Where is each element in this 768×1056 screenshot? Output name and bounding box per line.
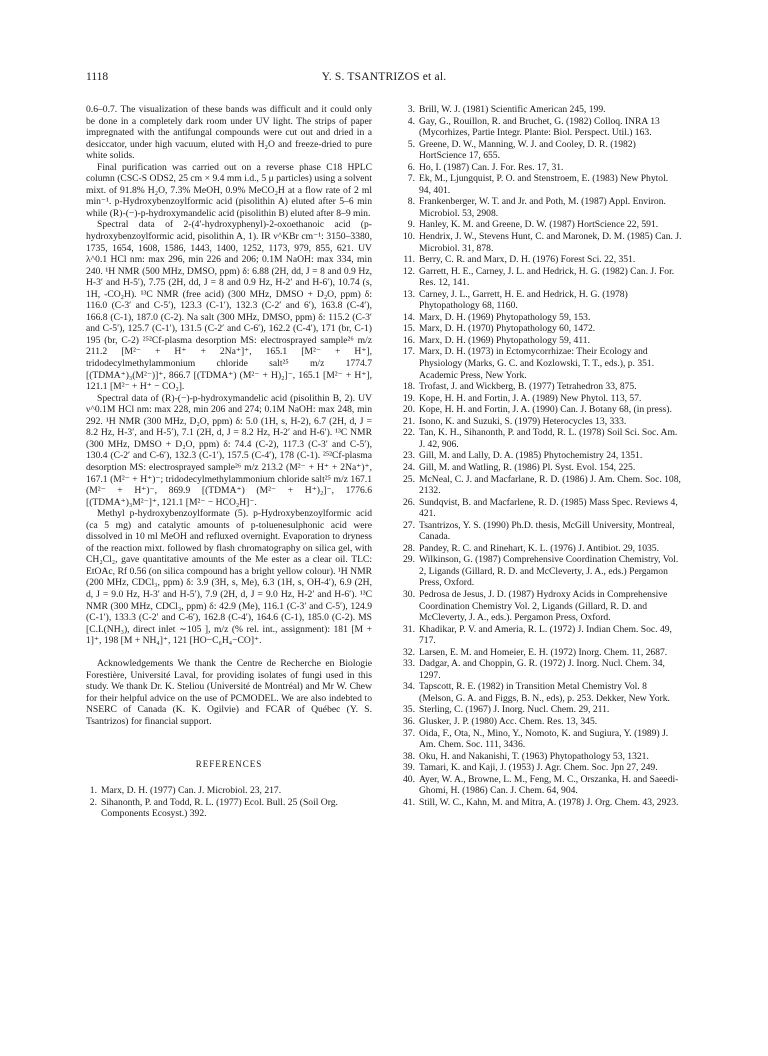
- reference-number: 31.: [403, 623, 415, 635]
- reference-text: Frankenberger, W. T. and Jr. and Poth, M. (1987) Appl. Environ. Microbiol. 53, 2908.: [419, 196, 666, 219]
- reference-text: Sihanonth, P. and Todd, R. L. (1977) Ecol. Bull. 25 (Soil Org. Components Ecosyst.) 392.: [101, 796, 338, 820]
- page-header: [86, 71, 682, 87]
- reference-item: [404, 762, 682, 774]
- reference-item: [404, 427, 682, 450]
- reference-text: McNeal, C. J. and Macfarlane, R. D. (1986) J. Am. Chem. Soc. 108, 2132.: [419, 473, 681, 497]
- reference-number: 5.: [407, 138, 415, 150]
- reference-text: Marx, D. H. (1969) Phytopathology 59, 411.: [419, 334, 590, 346]
- paragraph-tlc-visualization: 0.6–0.7. The visualization of these bands was difficult and it could only be done in a completely dark room under UV light. The strips of paper impregnated with the antifungal compounds were cut out and dried in a desiccator, under high vacuum, eluted with H₂O and freeze-dried to pure white solids.: [86, 104, 372, 162]
- reference-item: [404, 393, 682, 405]
- reference-item: [404, 658, 682, 681]
- reference-item: [404, 450, 682, 462]
- reference-item: [404, 416, 682, 428]
- reference-text: Marx, D. H. (1970) Phytopathology 60, 1472.: [419, 323, 596, 335]
- reference-number: 33.: [403, 658, 415, 670]
- reference-text: Still, W. C., Kahn, M. and Mitra, A. (1978) J. Org. Chem. 43, 2923.: [419, 796, 679, 808]
- reference-item: [404, 474, 682, 497]
- reference-text: Pedrosa de Jesus, J. D. (1987) Hydroxy Acids in Comprehensive Coordination Chemistry Vol. 2, Ligands (Gillard, R. D. and McCleverty, J. A., eds.). Pergamon Press, Oxford.: [419, 588, 668, 624]
- reference-number: 25.: [403, 473, 415, 485]
- reference-text: Gay, G., Rouillon, R. and Bruchet, G. (1982) Colloq. INRA 13 (Mycorhizes, Partie Integr. Plante: Biol. Perspect. Util.) 163.: [419, 115, 660, 139]
- reference-number: 6.: [407, 161, 415, 173]
- reference-number: 17.: [403, 346, 415, 358]
- reference-number: 26.: [403, 496, 415, 508]
- reference-number: 15.: [403, 323, 415, 335]
- page-number: 1118: [86, 71, 109, 83]
- reference-number: 24.: [403, 461, 415, 473]
- reference-item: [404, 139, 682, 162]
- reference-text: Ho, I. (1987) Can. J. For. Res. 17, 31.: [419, 161, 564, 173]
- paragraph-hplc-purification: Final purification was carried out on a reverse phase C18 HPLC column (CSC-S ODS2, 25 cm × 9.4 mm i.d., 5 μ particles) using a solvent mixt. of 91.8% H₂O, 7.3% MeOH, 0.9% MeCO₂H at a flow rate of 2 ml min⁻¹. p-Hydroxybenzoylformic acid (pisolithin A) eluted after 5–6 min while (R)-(−)-p-hydroxymandelic acid (pisolithin B) eluted after 8–9 min.: [86, 161, 372, 219]
- reference-number: 40.: [403, 773, 415, 785]
- reference-text: Ayer, W. A., Browne, L. M., Feng, M. C., Orszanka, H. and Saeedi-Ghomi, H. (1986) Can. J. Chem. 64, 904.: [419, 773, 679, 797]
- reference-item: [404, 497, 682, 520]
- reference-number: 29.: [403, 554, 415, 566]
- running-title: Y. S. TSANTRIZOS et al.: [321, 71, 447, 83]
- reference-number: 2.: [89, 796, 97, 808]
- reference-text: Marx, D. H. (1973) in Ectomycorrhizae: Their Ecology and Physiology (Marks, G. C. and Kozlowski, T. T., eds.), p. 351. Academic Press, New York.: [419, 346, 655, 381]
- reference-item: [404, 219, 682, 231]
- reference-item: [404, 774, 682, 797]
- reference-number: 34.: [403, 681, 415, 693]
- reference-number: 38.: [403, 750, 415, 762]
- reference-list-left: [86, 785, 372, 820]
- reference-text: Pandey, R. C. and Rinehart, K. L. (1976) J. Antibiot. 29, 1035.: [419, 542, 660, 554]
- reference-number: 41.: [403, 796, 415, 808]
- reference-number: 32.: [403, 646, 415, 658]
- reference-number: 19.: [403, 392, 415, 404]
- reference-item: [404, 624, 682, 647]
- reference-number: 13.: [403, 288, 415, 300]
- reference-item: [404, 520, 682, 543]
- references-heading: REFERENCES: [195, 759, 263, 770]
- paragraph-spectral-data-pisolithin-a: Spectral data of 2-(4′-hydroxyphenyl)-2-oxoethanoic acid (p-hydroxybenzoylformic acid, pisolithin A, 1). IR ν^KBr cm⁻¹: 3150–3380, 1735, 1654, 1608, 1586, 1443, 1400, 1252, 1173, 979, 855, 621. UV λ^0.1 HCl nm: max 296, min 226 and 206; 0.1M NaOH: max 334, min 240. ¹H NMR (500 MHz, DMSO, ppm) δ: 6.88 (2H, dd, J = 8 and 0.9 Hz, H-3′ and H-5′), 7.75 (2H, dd, J = 8 and 0.9 Hz, H-2′ and H-6′), 10.74 (s, 1H, -CO₂H). ¹³C NMR (free acid) (300 MHz, DMSO + D₂O, ppm) δ: 116.0 (C-3′ and C-5′), 123.3 (C-1′), 132.3 (C-2′ and 6′), 163.8 (C-4′), 166.8 (C-1), 187.0 (C-2). Na salt (300 MHz, DMSO, ppm) δ: 115.2 (C-3′ and C-5′), 125.7 (C-1′), 131.5 (C-2′ and C-6′), 162.2 (C-4′), 171 (br, C-1) 195 (br, C-2) ²⁵²Cf-plasma desorption MS: electrosprayed sample²⁶ m/z 211.2 [M²⁻ + H⁺ + 2Na⁺]⁺, 165.1 [M²⁻ + H⁺], tridodecylmethylammonium chloride salt²⁵ m/z 1774.7 [(TDMA⁺)₃(M²⁻)]⁺, 866.7 [(TDMA⁺) (M²⁻ + H)₂]⁻, 165.1 [M²⁻ + H⁺], 121.1 [M²⁻ + H⁺ − CO₂].: [86, 219, 372, 393]
- reference-text: Trofast, J. and Wickberg, B. (1977) Tetrahedron 33, 875.: [419, 381, 637, 393]
- reference-text: Oku, H. and Nakanishi, T. (1963) Phytopathology 53, 1321.: [419, 750, 649, 762]
- reference-number: 27.: [403, 519, 415, 531]
- reference-item: [404, 335, 682, 347]
- reference-text: Kope, H. H. and Fortin, J. A. (1990) Can. J. Botany 68, (in press).: [419, 404, 672, 416]
- reference-item: [404, 381, 682, 393]
- reference-number: 14.: [403, 311, 415, 323]
- reference-text: Berry, C. R. and Marx, D. H. (1976) Forest Sci. 22, 351.: [419, 254, 636, 266]
- reference-text: Tsantrizos, Y. S. (1990) Ph.D. thesis, McGill University, Montreal, Canada.: [419, 519, 675, 543]
- reference-item: [404, 589, 682, 624]
- reference-item: [404, 312, 682, 324]
- reference-item: [404, 462, 682, 474]
- reference-number: 18.: [403, 381, 415, 393]
- reference-text: Wilkinson, G. (1987) Comprehensive Coordination Chemistry, Vol. 2, Ligands (Gillard, R. D. and McCleverty, J. A., eds.) Pergamon Press, Oxford.: [419, 554, 679, 589]
- reference-text: Khadikar, P. V. and Ameria, R. L. (1972) J. Indian Chem. Soc. 49, 717.: [419, 623, 672, 647]
- reference-number: 36.: [403, 715, 415, 727]
- reference-number: 35.: [403, 704, 415, 716]
- reference-text: Larsen, E. M. and Homeier, E. H. (1972) Inorg. Chem. 11, 2687.: [419, 646, 668, 658]
- reference-number: 9.: [407, 219, 415, 231]
- reference-number: 21.: [403, 415, 415, 427]
- reference-text: Kope, H. H. and Fortin, J. A. (1989) New Phytol. 113, 57.: [419, 392, 642, 404]
- reference-text: Isono, K. and Suzuki, S. (1979) Heterocycles 13, 333.: [419, 415, 627, 427]
- reference-text: Hendrix, J. W., Stevens Hunt, C. and Maronek, D. M. (1985) Can. J. Microbiol. 31, 878.: [419, 231, 682, 254]
- reference-text: Garrett, H. E., Carney, J. L. and Hedrick, H. G. (1982) Can. J. For. Res. 12, 141.: [419, 265, 675, 289]
- reference-item: [404, 289, 682, 312]
- reference-item: [404, 104, 682, 116]
- reference-text: Dadgar, A. and Choppin, G. R. (1972) J. Inorg. Nucl. Chem. 34, 1297.: [419, 658, 665, 681]
- reference-number: 12.: [403, 265, 415, 277]
- reference-item: [86, 797, 372, 820]
- reference-text: Carney, J. L., Garrett, H. E. and Hedrick, H. G. (1978) Phytopathology 68, 1160.: [419, 288, 628, 312]
- reference-text: Ek, M., Ljungquist, P. O. and Stenstroem, E. (1983) New Phytol. 94, 401.: [419, 173, 669, 196]
- reference-item: [404, 173, 682, 196]
- reference-number: 39.: [403, 762, 415, 774]
- left-column: [86, 104, 372, 820]
- reference-text: Glusker, J. P. (1980) Acc. Chem. Res. 13, 345.: [419, 715, 598, 727]
- paragraph-spectral-data-pisolithin-b: Spectral data of (R)-(−)-p-hydroxymandelic acid (pisolithin B, 2). UV ν^0.1M HCl nm: max 228, min 206 and 274; 0.1M NaOH: max 248, min 292. ¹H NMR (300 MHz, D₂O, ppm) δ: 5.0 (1H, s, H-2), 6.7 (2H, d, J = 8.2 Hz, H-3′, and H-5′), 7.1 (2H, d, J = 8.2 Hz, H-2′ and H-6′). ¹³C NMR (300 MHz, DMSO + D₂O, ppm) δ: 74.4 (C-2), 117.3 (C-3′ and C-5′), 130.4 (C-2′ and C-6′), 132.3 (C-1′), 157.5 (C-4′), 178 (C-1). ²⁵²Cf-plasma desorption MS: electrosprayed sample²⁶ m/z 213.2 (M²⁻ + H⁺ + 2Na⁺)⁺, 167.1 (M²⁻ + H⁺)⁻; tridodecylmethylammonium chloride salt²⁵ m/z 167.1 (M²⁻ + H⁺)⁻, 869.9 [(TDMA⁺) (M²⁻ + H⁺)₂]⁻, 1776.6 [(TDMA⁺)₃M²⁻]⁺, 121.1 [M²⁻ − HCO₂H]⁻.: [86, 392, 372, 508]
- reference-text: Marx, D. H. (1977) Can. J. Microbiol. 23, 217.: [101, 785, 282, 797]
- reference-item: [404, 797, 682, 809]
- reference-item: [404, 704, 682, 716]
- reference-item: [404, 716, 682, 728]
- reference-item: [404, 751, 682, 763]
- reference-item: [404, 728, 682, 751]
- reference-number: 11.: [403, 254, 415, 266]
- reference-item: [404, 323, 682, 335]
- reference-number: 10.: [403, 231, 415, 243]
- reference-number: 22.: [403, 427, 415, 439]
- reference-number: 8.: [407, 196, 415, 208]
- reference-item: [404, 543, 682, 555]
- reference-text: Brill, W. J. (1981) Scientific American 245, 199.: [419, 104, 606, 115]
- reference-text: Tamari, K. and Kaji, J. (1953) J. Agr. Chem. Soc. Jpn 27, 249.: [419, 762, 658, 774]
- reference-item: [86, 785, 372, 797]
- reference-number: 28.: [403, 542, 415, 554]
- reference-number: 30.: [403, 588, 415, 600]
- reference-number: 4.: [407, 115, 415, 127]
- reference-number: 16.: [403, 334, 415, 346]
- reference-number: 1.: [89, 785, 97, 797]
- reference-number: 20.: [403, 404, 415, 416]
- reference-text: Gill, M. and Watling, R. (1986) Pl. Syst. Evol. 154, 225.: [419, 461, 636, 473]
- reference-text: Tapscott, R. E. (1982) in Transition Metal Chemistry Vol. 8 (Melson, G. A. and Figgs, B. N., eds), p. 253. Dekker, New York.: [419, 681, 670, 704]
- reference-number: 3.: [407, 104, 415, 115]
- reference-text: Sterling, C. (1967) J. Inorg. Nucl. Chem. 29, 211.: [419, 704, 610, 716]
- reference-list-right: [404, 104, 682, 808]
- reference-text: Hanley, K. M. and Greene, D. W. (1987) HortScience 22, 591.: [419, 219, 659, 231]
- reference-text: Oida, F., Ota, N., Mino, Y., Nomoto, K. and Sugiura, Y. (1989) J. Am. Chem. Soc. 111, 3436.: [419, 727, 669, 751]
- reference-item: [404, 647, 682, 659]
- reference-item: [404, 116, 682, 139]
- acknowledgements: Acknowledgements We thank the Centre de Recherche en Biologie Forestière, Université Laval, for providing isolates of fungi used in this study. We thank Dr. K. Steliou (Université de Montréal) and Mr W. Chew for their helpful advice on the use of PCMODEL. We are also indebted to NSERC of Canada (K. K. Ogilvie) and FCAR of Québec (Y. S. Tsantrizos) for financial support.: [86, 658, 372, 727]
- reference-number: 7.: [407, 173, 415, 185]
- reference-item: [404, 162, 682, 174]
- reference-item: [404, 254, 682, 266]
- reference-number: 23.: [403, 450, 415, 462]
- reference-item: [404, 404, 682, 416]
- reference-text: Gill, M. and Lally, D. A. (1985) Phytochemistry 24, 1351.: [419, 450, 643, 462]
- reference-item: [404, 554, 682, 589]
- reference-text: Marx, D. H. (1969) Phytopathology 59, 153.: [419, 311, 591, 323]
- reference-number: 37.: [403, 727, 415, 739]
- paragraph-methyl-ester-synthesis: Methyl p-hydroxybenzoylformate (5). p-Hydroxybenzoylformic acid (ca 5 mg) and catalytic amounts of p-toluenesulphonic acid were dissolved in 10 ml MeOH and refluxed overnight. Evaporation to dryness of the reaction mixt. followed by flash chromatography on silica gel, with CH₂Cl₂, gave quantitative amounts of the Me ester as a clear oil. TLC: EtOAc, Rf 0.56 (on silica compound has a bright yellow colour). ¹H NMR (200 MHz, CDCl₃, ppm) δ: 3.9 (3H, s, Me), 6.3 (1H, s, OH-4′), 6.9 (2H, d, J = 9.0 Hz, H-3′ and H-5′), 7.9 (2H, d, J = 9.0 Hz, H-2′ and H-6′). ¹³C NMR (300 MHz, CDCl₃, ppm) δ: 42.9 (Me), 116.1 (C-3′ and C-5′), 124.9 (C-1′), 133.3 (C-2′ and C-6′), 162.8 (C-4′), 164.6 (C-1), 185.0 (C-2). MS [C.I.(NH₃), direct inlet ∼105 ], m/z (% rel. int., assignment): 181 [M + 1]⁺, 198 [M + NH₄]⁺, 121 [HO−C₆H₄−CO]⁺.: [86, 508, 372, 647]
- reference-item: [404, 231, 682, 254]
- reference-text: Greene, D. W., Manning, W. J. and Cooley, D. R. (1982) HortScience 17, 655.: [419, 138, 636, 162]
- reference-item: [404, 266, 682, 289]
- reference-text: Tan, K. H., Sihanonth, P. and Todd, R. L. (1978) Soil Sci. Soc. Am. J. 42, 906.: [419, 427, 678, 450]
- reference-item: [404, 346, 682, 381]
- reference-item: [404, 196, 682, 219]
- reference-item: [404, 681, 682, 704]
- right-column: [404, 104, 682, 808]
- reference-text: Sundqvist, B. and Macfarlene, R. D. (1985) Mass Spec. Reviews 4, 421.: [419, 496, 678, 520]
